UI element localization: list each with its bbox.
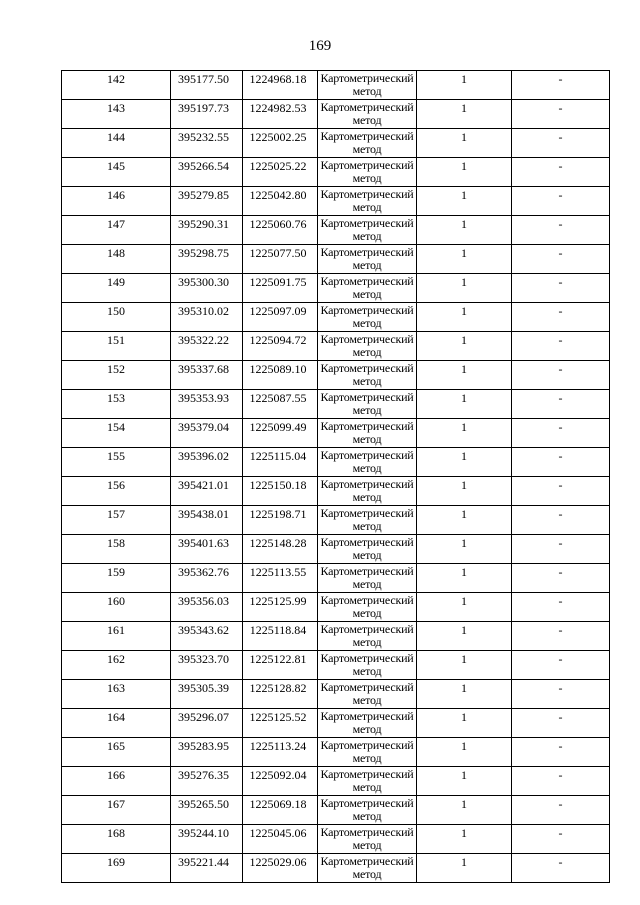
x-coordinate-cell: 395438.01: [171, 506, 243, 535]
accuracy-cell: 1: [417, 651, 512, 680]
x-coordinate-cell: 395296.07: [171, 709, 243, 738]
x-coordinate-cell: 395310.02: [171, 303, 243, 332]
table-row: [62, 71, 610, 100]
method-cell: Картометрический метод: [318, 680, 417, 709]
accuracy-cell: 1: [417, 477, 512, 506]
accuracy-cell: 1: [417, 216, 512, 245]
table-row: [62, 535, 610, 564]
description-cell: -: [512, 361, 610, 390]
point-number-cell: 153: [62, 390, 171, 419]
method-cell: Картометрический метод: [318, 100, 417, 129]
x-coordinate-cell: 395305.39: [171, 680, 243, 709]
point-number-cell: 159: [62, 564, 171, 593]
table-row: [62, 825, 610, 854]
x-coordinate-cell: 395283.95: [171, 738, 243, 767]
description-cell: -: [512, 564, 610, 593]
point-number-cell: 160: [62, 593, 171, 622]
table-row: [62, 506, 610, 535]
table-row: [62, 303, 610, 332]
point-number-cell: 162: [62, 651, 171, 680]
description-cell: -: [512, 100, 610, 129]
method-cell: Картометрический метод: [318, 448, 417, 477]
y-coordinate-cell: 1225042.80: [243, 187, 318, 216]
x-coordinate-cell: 395356.03: [171, 593, 243, 622]
table-body: [62, 71, 610, 883]
description-cell: -: [512, 129, 610, 158]
method-cell: Картометрический метод: [318, 245, 417, 274]
table-row: [62, 332, 610, 361]
point-number-cell: 147: [62, 216, 171, 245]
method-cell: Картометрический метод: [318, 767, 417, 796]
y-coordinate-cell: 1225089.10: [243, 361, 318, 390]
accuracy-cell: 1: [417, 274, 512, 303]
x-coordinate-cell: 395322.22: [171, 332, 243, 361]
accuracy-cell: 1: [417, 187, 512, 216]
y-coordinate-cell: 1225115.04: [243, 448, 318, 477]
y-coordinate-cell: 1225125.99: [243, 593, 318, 622]
table-row: [62, 245, 610, 274]
y-coordinate-cell: 1225113.55: [243, 564, 318, 593]
table-row: [62, 680, 610, 709]
accuracy-cell: 1: [417, 796, 512, 825]
point-number-cell: 152: [62, 361, 171, 390]
method-cell: Картометрический метод: [318, 651, 417, 680]
point-number-cell: 142: [62, 71, 171, 100]
y-coordinate-cell: 1225150.18: [243, 477, 318, 506]
y-coordinate-cell: 1225025.22: [243, 158, 318, 187]
table-row: [62, 593, 610, 622]
method-cell: Картометрический метод: [318, 622, 417, 651]
method-cell: Картометрический метод: [318, 361, 417, 390]
table-row: [62, 361, 610, 390]
page-number: 169: [308, 38, 332, 54]
accuracy-cell: 1: [417, 622, 512, 651]
description-cell: -: [512, 216, 610, 245]
accuracy-cell: 1: [417, 680, 512, 709]
method-cell: Картометрический метод: [318, 303, 417, 332]
method-cell: Картометрический метод: [318, 593, 417, 622]
point-number-cell: 157: [62, 506, 171, 535]
accuracy-cell: 1: [417, 361, 512, 390]
point-number-cell: 158: [62, 535, 171, 564]
description-cell: -: [512, 303, 610, 332]
accuracy-cell: 1: [417, 419, 512, 448]
description-cell: -: [512, 535, 610, 564]
description-cell: -: [512, 71, 610, 100]
method-cell: Картометрический метод: [318, 390, 417, 419]
method-cell: Картометрический метод: [318, 419, 417, 448]
x-coordinate-cell: 395343.62: [171, 622, 243, 651]
y-coordinate-cell: 1225118.84: [243, 622, 318, 651]
point-number-cell: 155: [62, 448, 171, 477]
point-number-cell: 144: [62, 129, 171, 158]
accuracy-cell: 1: [417, 100, 512, 129]
accuracy-cell: 1: [417, 303, 512, 332]
point-number-cell: 156: [62, 477, 171, 506]
description-cell: -: [512, 796, 610, 825]
accuracy-cell: 1: [417, 854, 512, 883]
description-cell: -: [512, 390, 610, 419]
point-number-cell: 151: [62, 332, 171, 361]
x-coordinate-cell: 395379.04: [171, 419, 243, 448]
table-row: [62, 767, 610, 796]
method-cell: Картометрический метод: [318, 825, 417, 854]
accuracy-cell: 1: [417, 767, 512, 796]
y-coordinate-cell: 1225122.81: [243, 651, 318, 680]
point-number-cell: 150: [62, 303, 171, 332]
point-number-cell: 163: [62, 680, 171, 709]
x-coordinate-cell: 395421.01: [171, 477, 243, 506]
table-row: [62, 738, 610, 767]
table-row: [62, 274, 610, 303]
description-cell: -: [512, 506, 610, 535]
description-cell: -: [512, 767, 610, 796]
x-coordinate-cell: 395265.50: [171, 796, 243, 825]
y-coordinate-cell: 1225091.75: [243, 274, 318, 303]
description-cell: -: [512, 593, 610, 622]
x-coordinate-cell: 395232.55: [171, 129, 243, 158]
point-number-cell: 146: [62, 187, 171, 216]
point-number-cell: 148: [62, 245, 171, 274]
method-cell: Картометрический метод: [318, 274, 417, 303]
y-coordinate-cell: 1225148.28: [243, 535, 318, 564]
x-coordinate-cell: 395337.68: [171, 361, 243, 390]
accuracy-cell: 1: [417, 535, 512, 564]
description-cell: -: [512, 332, 610, 361]
x-coordinate-cell: 395353.93: [171, 390, 243, 419]
method-cell: Картометрический метод: [318, 564, 417, 593]
y-coordinate-cell: 1225069.18: [243, 796, 318, 825]
y-coordinate-cell: 1225060.76: [243, 216, 318, 245]
accuracy-cell: 1: [417, 71, 512, 100]
x-coordinate-cell: 395362.76: [171, 564, 243, 593]
point-number-cell: 149: [62, 274, 171, 303]
point-number-cell: 164: [62, 709, 171, 738]
description-cell: -: [512, 448, 610, 477]
table-row: [62, 651, 610, 680]
y-coordinate-cell: 1225128.82: [243, 680, 318, 709]
y-coordinate-cell: 1225029.06: [243, 854, 318, 883]
table-row: [62, 129, 610, 158]
point-number-cell: 169: [62, 854, 171, 883]
coordinates-table: [61, 70, 610, 883]
method-cell: Картометрический метод: [318, 506, 417, 535]
y-coordinate-cell: 1225099.49: [243, 419, 318, 448]
method-cell: Картометрический метод: [318, 709, 417, 738]
y-coordinate-cell: 1224982.53: [243, 100, 318, 129]
table-row: [62, 854, 610, 883]
point-number-cell: 166: [62, 767, 171, 796]
x-coordinate-cell: 395244.10: [171, 825, 243, 854]
point-number-cell: 145: [62, 158, 171, 187]
description-cell: -: [512, 651, 610, 680]
point-number-cell: 143: [62, 100, 171, 129]
accuracy-cell: 1: [417, 738, 512, 767]
x-coordinate-cell: 395266.54: [171, 158, 243, 187]
accuracy-cell: 1: [417, 564, 512, 593]
x-coordinate-cell: 395323.70: [171, 651, 243, 680]
x-coordinate-cell: 395279.85: [171, 187, 243, 216]
x-coordinate-cell: 395298.75: [171, 245, 243, 274]
method-cell: Картометрический метод: [318, 158, 417, 187]
accuracy-cell: 1: [417, 709, 512, 738]
description-cell: -: [512, 709, 610, 738]
x-coordinate-cell: 395197.73: [171, 100, 243, 129]
x-coordinate-cell: 395177.50: [171, 71, 243, 100]
method-cell: Картометрический метод: [318, 216, 417, 245]
table-row: [62, 158, 610, 187]
description-cell: -: [512, 419, 610, 448]
point-number-cell: 165: [62, 738, 171, 767]
x-coordinate-cell: 395290.31: [171, 216, 243, 245]
method-cell: Картометрический метод: [318, 854, 417, 883]
table-row: [62, 796, 610, 825]
table-row: [62, 187, 610, 216]
method-cell: Картометрический метод: [318, 187, 417, 216]
table-row: [62, 448, 610, 477]
method-cell: Картометрический метод: [318, 535, 417, 564]
x-coordinate-cell: 395300.30: [171, 274, 243, 303]
method-cell: Картометрический метод: [318, 129, 417, 158]
accuracy-cell: 1: [417, 245, 512, 274]
accuracy-cell: 1: [417, 448, 512, 477]
table-row: [62, 216, 610, 245]
y-coordinate-cell: 1225002.25: [243, 129, 318, 158]
point-number-cell: 167: [62, 796, 171, 825]
accuracy-cell: 1: [417, 129, 512, 158]
accuracy-cell: 1: [417, 332, 512, 361]
y-coordinate-cell: 1225087.55: [243, 390, 318, 419]
method-cell: Картометрический метод: [318, 477, 417, 506]
table-row: [62, 564, 610, 593]
table-row: [62, 709, 610, 738]
method-cell: Картометрический метод: [318, 738, 417, 767]
point-number-cell: 168: [62, 825, 171, 854]
description-cell: -: [512, 245, 610, 274]
description-cell: -: [512, 854, 610, 883]
description-cell: -: [512, 738, 610, 767]
y-coordinate-cell: 1225092.04: [243, 767, 318, 796]
accuracy-cell: 1: [417, 158, 512, 187]
x-coordinate-cell: 395221.44: [171, 854, 243, 883]
x-coordinate-cell: 395401.63: [171, 535, 243, 564]
x-coordinate-cell: 395396.02: [171, 448, 243, 477]
description-cell: -: [512, 187, 610, 216]
point-number-cell: 154: [62, 419, 171, 448]
y-coordinate-cell: 1225125.52: [243, 709, 318, 738]
y-coordinate-cell: 1225077.50: [243, 245, 318, 274]
y-coordinate-cell: 1225097.09: [243, 303, 318, 332]
accuracy-cell: 1: [417, 825, 512, 854]
description-cell: -: [512, 477, 610, 506]
accuracy-cell: 1: [417, 506, 512, 535]
description-cell: -: [512, 680, 610, 709]
y-coordinate-cell: 1225198.71: [243, 506, 318, 535]
y-coordinate-cell: 1224968.18: [243, 71, 318, 100]
table-row: [62, 622, 610, 651]
y-coordinate-cell: 1225045.06: [243, 825, 318, 854]
table-row: [62, 100, 610, 129]
method-cell: Картометрический метод: [318, 71, 417, 100]
method-cell: Картометрический метод: [318, 796, 417, 825]
x-coordinate-cell: 395276.35: [171, 767, 243, 796]
accuracy-cell: 1: [417, 593, 512, 622]
table-row: [62, 390, 610, 419]
y-coordinate-cell: 1225094.72: [243, 332, 318, 361]
table-row: [62, 419, 610, 448]
y-coordinate-cell: 1225113.24: [243, 738, 318, 767]
description-cell: -: [512, 158, 610, 187]
method-cell: Картометрический метод: [318, 332, 417, 361]
accuracy-cell: 1: [417, 390, 512, 419]
table-row: [62, 477, 610, 506]
description-cell: -: [512, 274, 610, 303]
point-number-cell: 161: [62, 622, 171, 651]
description-cell: -: [512, 825, 610, 854]
description-cell: -: [512, 622, 610, 651]
